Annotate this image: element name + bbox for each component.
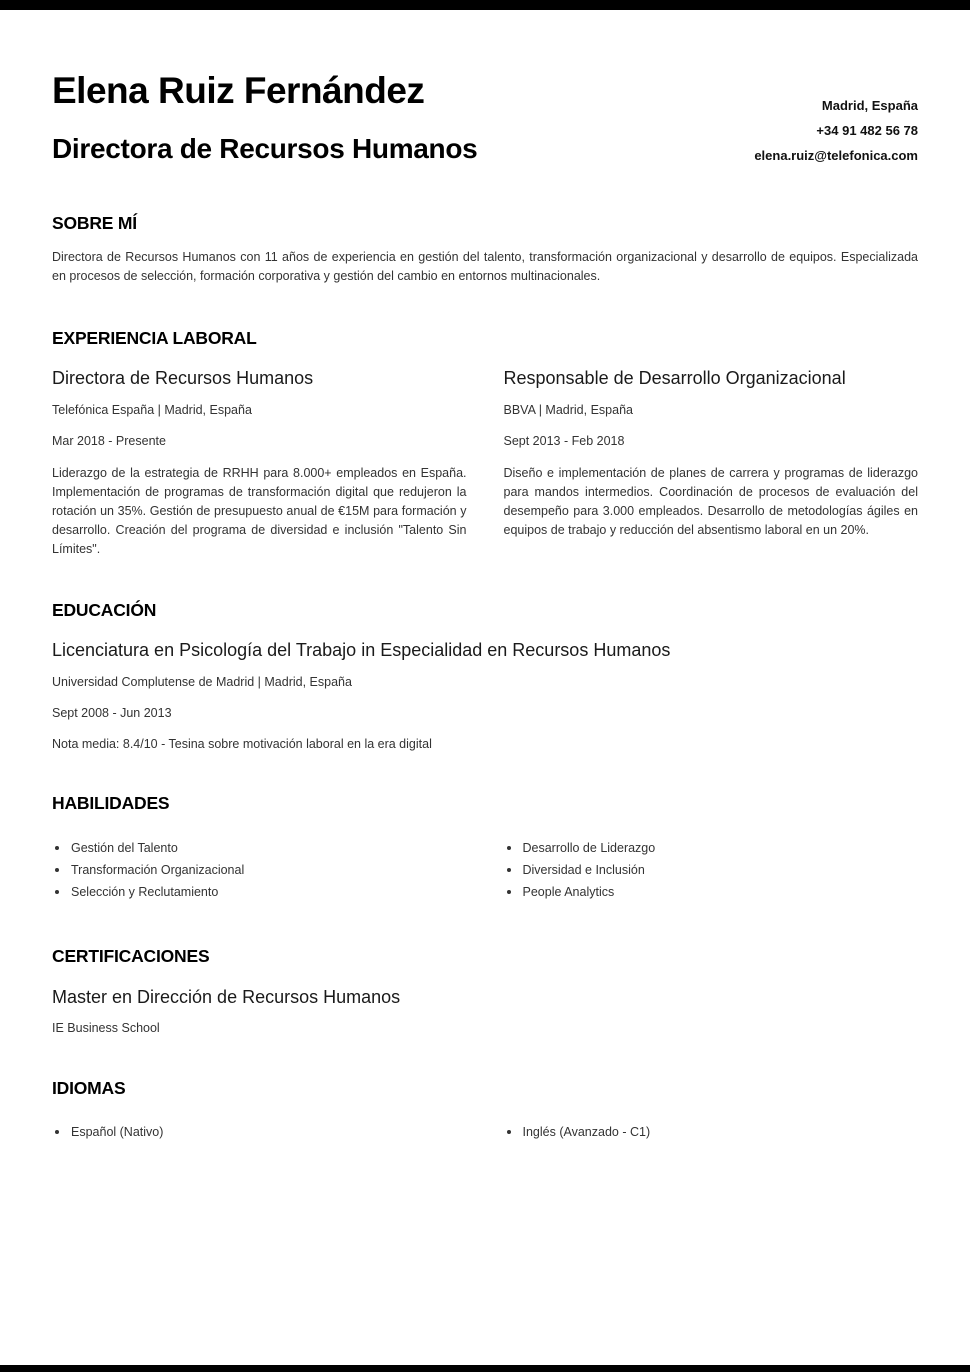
degree-note: Nota media: 8.4/10 - Tesina sobre motivación laboral en la era digital (52, 736, 432, 751)
experience-entry (52, 368, 467, 559)
job-dates: Mar 2018 - Presente (52, 433, 166, 448)
contact-location: Madrid, España (821, 98, 918, 113)
person-title: Directora de Recursos Humanos (52, 133, 478, 164)
job-dates: Sept 2013 - Feb 2018 (503, 433, 625, 448)
contact-phone: +34 91 482 56 78 (816, 123, 918, 138)
experience-heading: EXPERIENCIA LABORAL (52, 327, 257, 348)
job-description: Liderazgo de la estrategia de RRHH para 8.000+ empleados en España. Implementación de programas de transformación digital que redujeron la rotación un 35%. Gestión de presupuesto anual de €15M para formación y desarrollo. Creación del programa de diversidad e inclusión "Talento Sin Límites". (52, 465, 467, 556)
languages-list-right (504, 1121, 919, 1143)
experience-columns (52, 368, 918, 559)
languages-columns (52, 1121, 918, 1143)
job-description: Diseño e implementación de planes de carrera y programas de liderazgo para mandos intermedios. Coordinación de procesos de evaluación del desempeño para 3.000 empleados. Desarrollo de metodologías ágiles en equipos de trabajo y reducción del absentismo laboral en un 20%. (503, 465, 918, 537)
job-title: Responsable de Desarrollo Organizacional (503, 368, 846, 388)
section-certifications (52, 948, 918, 1036)
languages-heading: IDIOMAS (52, 1078, 126, 1099)
job-title: Directora de Recursos Humanos (52, 368, 314, 388)
language-item: Español (Nativo) (52, 1121, 467, 1143)
job-company: BBVA | Madrid, España (503, 402, 633, 417)
page-bottom-border (0, 1365, 970, 1372)
skill-item: Selección y Reclutamiento (52, 881, 467, 903)
about-heading: SOBRE MÍ (52, 213, 137, 233)
section-skills (52, 792, 918, 904)
skill-item: Transformación Organizacional (52, 859, 467, 881)
header-identity (52, 72, 477, 163)
person-name: Elena Ruiz Fernández (52, 70, 425, 111)
skills-list-left (52, 837, 467, 903)
experience-entry (504, 368, 919, 559)
skills-heading: HABILIDADES (52, 792, 170, 813)
certification-issuer: IE Business School (52, 1021, 160, 1036)
skills-list-right (504, 837, 919, 903)
section-about (52, 215, 918, 286)
languages-list-left (52, 1121, 467, 1143)
certifications-heading: CERTIFICACIONES (52, 946, 210, 967)
skills-columns (52, 837, 918, 903)
job-company: Telefónica España | Madrid, España (52, 402, 252, 417)
skill-item: Gestión del Talento (52, 837, 467, 859)
skill-item: Diversidad e Inclusión (504, 859, 919, 881)
resume-header (52, 72, 918, 163)
about-text: Directora de Recursos Humanos con 11 años de experiencia en gestión del talento, transformación organizacional y desarrollo de equipos. Especializada en procesos de selección, formación corporativa y gestión del cambio en entornos multinacionales. (52, 249, 918, 283)
language-item: Inglés (Avanzado - C1) (504, 1121, 919, 1143)
section-education (52, 599, 918, 752)
degree-dates: Sept 2008 - Jun 2013 (52, 705, 172, 720)
skill-item: Desarrollo de Liderazgo (504, 837, 919, 859)
contact-email: elena.ruiz@telefonica.com (754, 148, 918, 163)
contact-block (754, 93, 918, 168)
section-experience (52, 327, 918, 559)
skill-item: People Analytics (504, 881, 919, 903)
education-heading: EDUCACIÓN (52, 599, 157, 620)
section-languages (52, 1080, 918, 1143)
degree-title: Licenciatura en Psicología del Trabajo in Especialidad en Recursos Humanos (52, 640, 671, 661)
page-top-border (0, 0, 970, 10)
degree-school: Universidad Complutense de Madrid | Madrid, España (52, 674, 352, 689)
certification-title: Master en Dirección de Recursos Humanos (52, 986, 401, 1007)
